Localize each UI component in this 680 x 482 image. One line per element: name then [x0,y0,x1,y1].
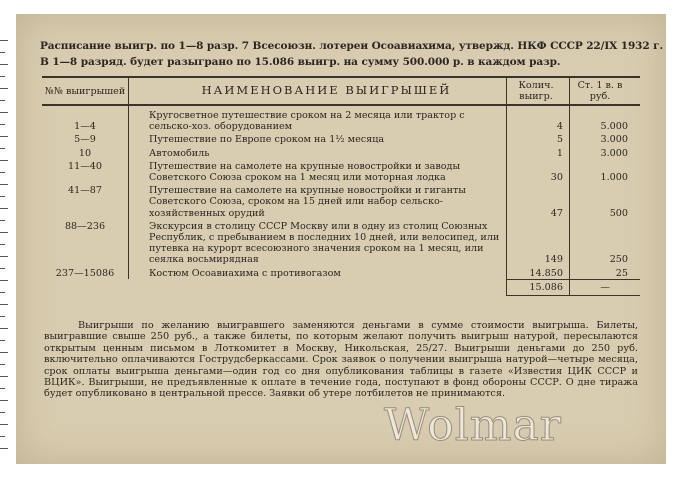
prize-name: Путешествие по Европе сроком на 1½ месяца [149,134,385,146]
table-row [42,159,640,183]
prize-value: 5.000 [570,105,641,132]
table-row [42,266,640,280]
prize-value: 25 [570,266,641,280]
prize-value: 1.000 [570,159,641,183]
total-spacer [42,279,129,295]
column-header-numbers: №№ выигрышей [42,77,129,105]
column-header-count: Колич. выигр. [507,77,570,105]
prize-name: Путешествие на самолете на крупные новостройки и заводы Советского Союза сроком на 1 месяц или моторная лодка [149,160,461,184]
prize-schedule-table [42,76,640,296]
prize-numbers: 10 [42,146,129,159]
prize-name: Путешествие на самолете на крупные новостройки и гиганты Советского Союза, сроком на 15 дней или набор сельско-хозяйственных орудий [149,185,466,219]
prize-count: 4 [507,105,570,132]
prize-value: 500 [570,183,641,219]
table-row [42,219,640,266]
prize-count: 1 [507,146,570,159]
watermark: Wolmar [384,400,562,451]
prize-count: 14.850 [507,266,570,280]
prize-value: 250 [570,219,641,266]
schedule-header-line-2: В 1—8 разряд. будет разыграно по 15.086 выигр. на сумму 500.000 р. в каждом разр. [40,56,561,68]
table-header-row [42,77,640,105]
prize-name: Кругосветное путешествие сроком на 2 месяца или трактор с сельско-хоз. оборудованием [149,110,465,133]
prize-numbers: 11—40 [42,159,129,183]
prize-numbers: 41—87 [42,183,129,219]
prize-count: 30 [507,159,570,183]
column-header-value: Ст. 1 в. в руб. [570,77,641,105]
prize-numbers: 1—4 [42,105,129,132]
prize-numbers: 88—236 [42,219,129,266]
prize-numbers: 5—9 [42,132,129,145]
total-row [42,279,640,295]
scan-ruler [0,0,16,482]
prize-count: 47 [507,183,570,219]
schedule-header-line-1: Расписание выигр. по 1—8 разр. 7 Всесоюзн. лотереи Осоавиахима, утвержд. НКФ СССР 22/IX 1932 г. [40,40,664,52]
table-row [42,105,640,132]
column-header-prize-name: НАИМЕНОВАНИЕ ВЫИГРЫШЕЙ [129,77,507,105]
prize-count: 149 [507,219,570,266]
table-row [42,183,640,219]
prize-value: 3.000 [570,146,641,159]
prize-numbers: 237—15086 [42,266,129,280]
table-row [42,146,640,159]
prize-value: 3.000 [570,132,641,145]
total-count: 15.086 [507,279,570,295]
prize-name: Костюм Осоавиахима с противогазом [149,268,341,280]
total-value: — [570,279,641,295]
terms-paragraph: Выигрыши по желанию выигравшего заменяются деньгами в сумме стоимости выигрыша. Билеты, выигравшие свыше 250 руб., а также билеты, по которым желают получить выигрыш натурой, пересылаются открытым ценным письмом в Лоткомитет в Москву, Никольская, 25/27. Выигрыши деньгами до 250 руб. включительно оплачиваются Гострудсберкассами. Срок заявок о получении выигрыша натурой—четыре месяца, срок оплаты выигрыша деньгами—один год со дня опубликования таблицы в газете «Известия ЦИК СССР и ВЦИК». Выигрыши, не предъявленные к оплате в течение года, поступают в фонд обороны СССР. О дне тиража будет опубликовано в центральной прессе. Заявки об утере лотбилетов не принимаются. [44,320,638,400]
total-spacer-2 [129,279,507,295]
prize-name: Экскурсия в столицу СССР Москву или в одну из столиц Союзных Республик, с пребыванием в последних 10 дней, или велосипед, или путевка на курорт всесоюзного значения сроком на 1 месяц, или сеялка восьмирядная [149,220,500,266]
prize-count: 5 [507,132,570,145]
prize-name: Автомобиль [149,147,210,159]
table-row [42,132,640,145]
